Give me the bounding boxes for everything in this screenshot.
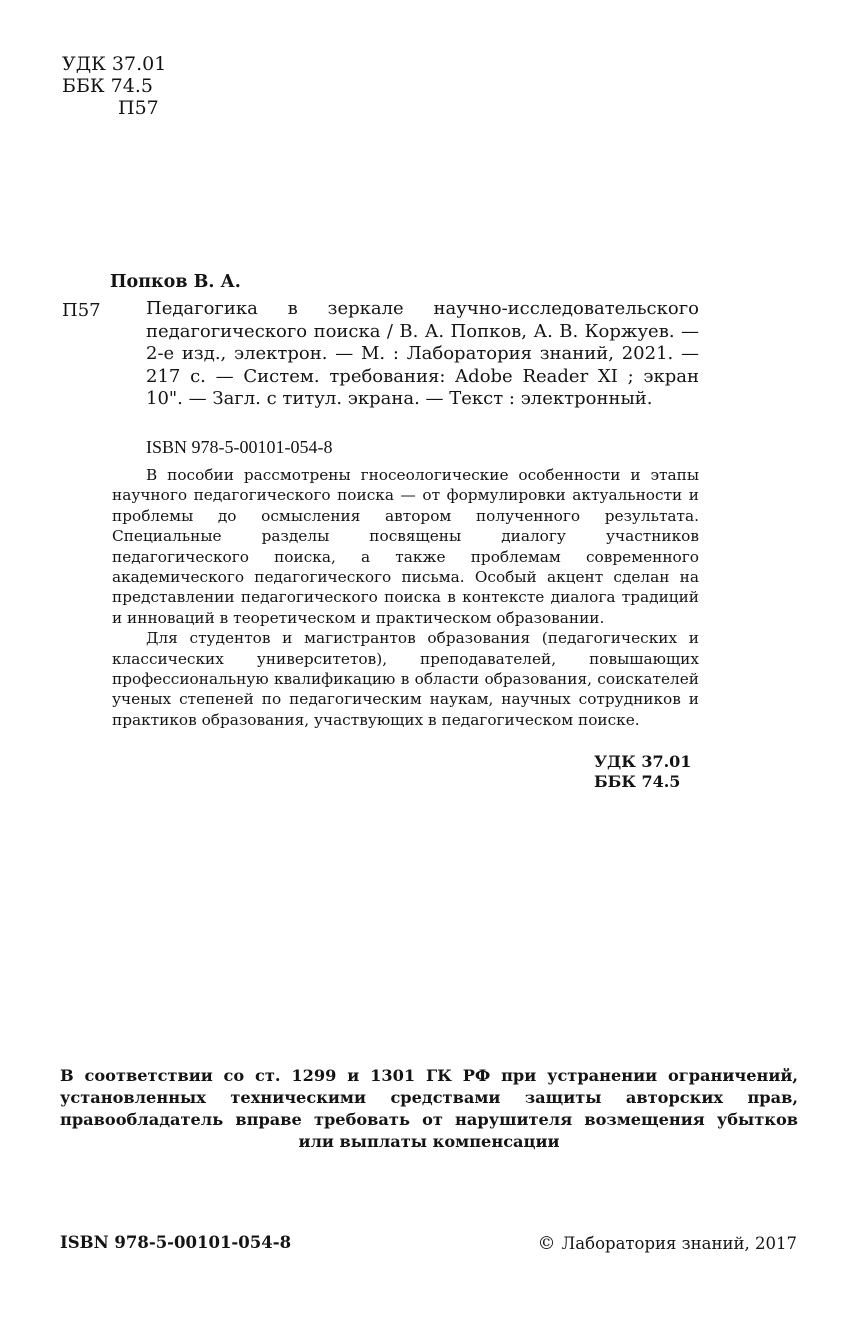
annotation-paragraph: Для студентов и магистрантов образования (педагогических и классических университетов), преподавателей, повышающих профессиональную квалификацию в области образования, соискателей ученых степеней по педагогическим наукам, научных сотрудников и практиков образования, участвующих в педагогическом поиске. [112, 629, 699, 729]
copyright-line [538, 1233, 797, 1254]
author-heading: Попков В. А. [110, 272, 241, 292]
annotation-udk: УДК 37.01 [594, 752, 692, 771]
annotation-bbk: ББК 74.5 [594, 772, 681, 791]
footer-isbn: ISBN 978-5-00101-054-8 [60, 1233, 292, 1252]
classification-codes [62, 53, 166, 119]
annotation-codes [594, 752, 691, 792]
annotation [112, 465, 699, 730]
bbk-code: ББК 74.5 [62, 75, 153, 97]
annotation-paragraph: В пособии рассмотрены гносеологические особенности и этапы научного педагогического поиска — от формулировки актуальности и проблемы до осмысления автором полученного результата. Специальные разделы посвящены диалогу участников педагогического поиска, а также проблемам современного академического педагогического письма. Особый акцент сделан на представлении педагогического поиска в контексте диалога традиций и инноваций в теоретическом и практическом образовании. [112, 466, 699, 627]
isbn-record: ISBN 978-5-00101-054-8 [146, 437, 333, 457]
copyright-icon: © [537, 1233, 556, 1254]
bibliographic-description: Педагогика в зеркале научно-исследовательского педагогического поиска / В. А. Попков, А. В. Коржуев. — 2-е изд., электрон. — М. : Лаборатория знаний, 2021. — 217 с. — Систем. требования: Adobe Reader XI ; экран 10". — Загл. с титул. экрана. — Текст : электронный. [146, 298, 699, 409]
copyright-text: Лаборатория знаний, 2017 [561, 1234, 797, 1253]
udk-code: УДК 37.01 [62, 53, 167, 75]
legal-notice: В соответствии со ст. 1299 и 1301 ГК РФ при устранении ограничений, установленных техническими средствами защиты авторских прав, правообладатель вправе требовать от нарушителя возмещения убытков или выплаты компенсации [60, 1066, 798, 1151]
author-mark: П57 [118, 97, 159, 119]
author-sign: П57 [62, 300, 101, 321]
